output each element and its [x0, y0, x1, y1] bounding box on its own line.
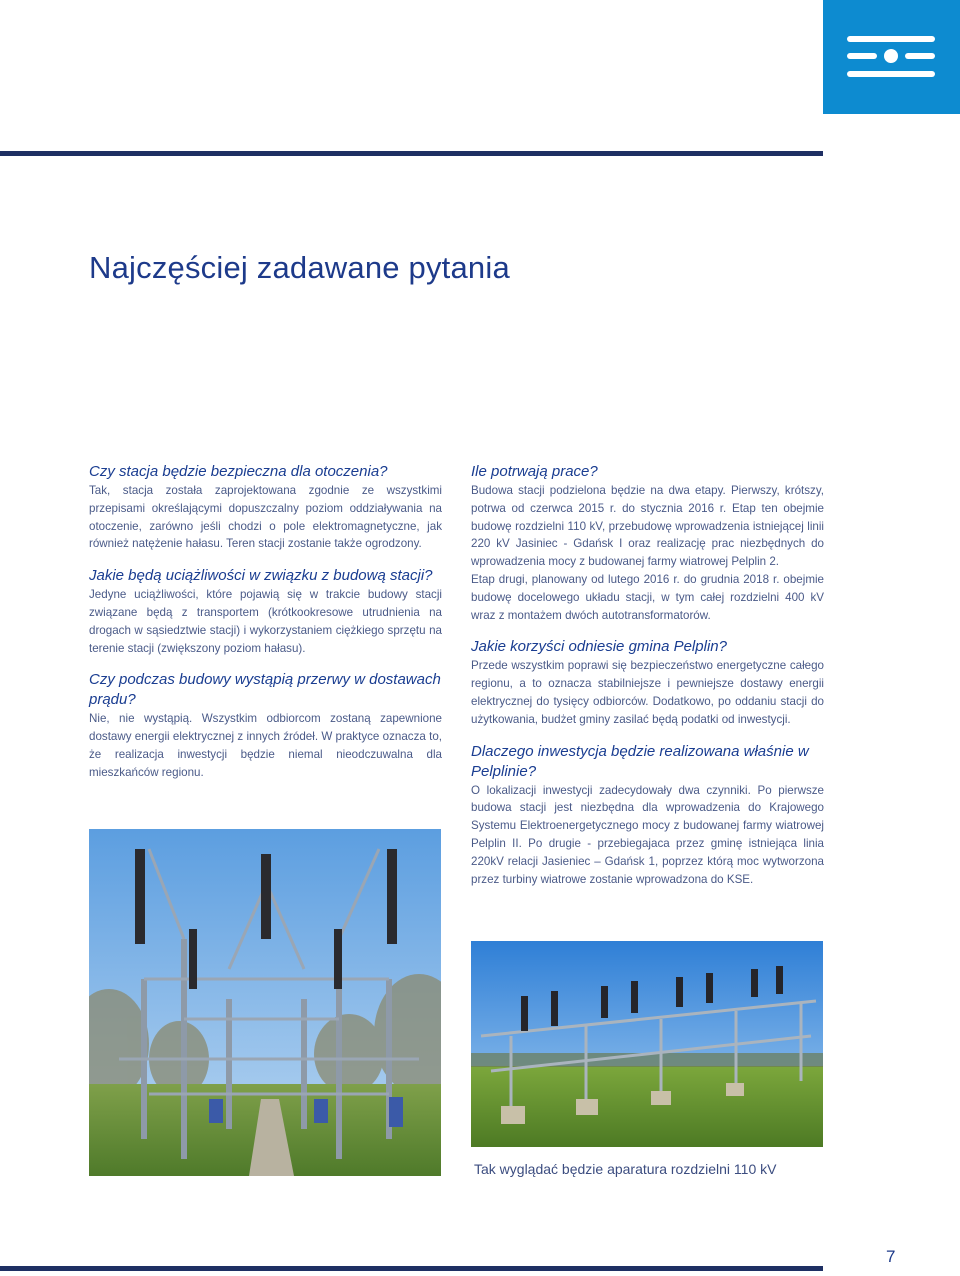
faq-item — [89, 462, 442, 553]
faq-item — [471, 462, 824, 624]
faq-answer: Tak, stacja została zaprojektowana zgodnie ze wszystkimi przepisami określającymi dopuszczalny poziom oddziaływania na otoczenie, zarówno jeśli chodzi o pole elektromagnetyczne, jak również natężenie hałasu. Teren stacji zostanie także ogrodzony. — [89, 484, 442, 551]
photo-caption: Tak wyglądać będzie aparatura rozdzielni 110 kV — [474, 1161, 777, 1177]
faq-item — [471, 742, 824, 889]
faq-left-column — [89, 462, 442, 782]
page-title: Najczęściej zadawane pytania — [89, 250, 510, 285]
bottom-divider — [0, 1266, 823, 1271]
faq-question: Czy podczas budowy wystąpią przerwy w dostawach prądu? — [89, 671, 441, 709]
top-divider — [0, 151, 823, 156]
faq-answer: Przede wszystkim poprawi się bezpieczeństwo energetyczne całego regionu, a to oznacza stabilniejsze i pewniejsze dostawy energii elektrycznej do tysięcy odbiorców. Dodatkowo, po oddaniu stacji do użytkowania, budżet gminy zasilać będą podatki od inwestycji. — [471, 659, 824, 726]
faq-item — [89, 670, 442, 781]
faq-question: Jakie będą uciążliwości w związku z budową stacji? — [89, 567, 433, 585]
switchgear-photo-right — [471, 941, 823, 1147]
faq-question: Czy stacja będzie bezpieczna dla otoczenia? — [89, 463, 388, 480]
faq-answer: O lokalizacji inwestycji zadecydowały dwa czynniki. Po pierwsze budowa stacji jest niezbędna dla wprowadzenia do Krajowego Systemu Elektroenergetycznego mocy z budowanej farmy wiatrowej Pelplin II. Po drugie - przebiegajaca przez gminę istniejąca linia 220kV relacji Jasieniec – Gdańsk 1, poprzez którą moc wytworzona przez turbiny wiatrowe zostanie wprowadzona do KSE. — [471, 783, 824, 886]
faq-answer-continued: Etap drugi, planowany od lutego 2016 r. do grudnia 2018 r. obejmie budowę docelowego układu stacji, w tym całej rozdzielni 400 kV wraz z montażem dwóch autotransformatorów. — [471, 572, 824, 622]
faq-question: Ile potrwają prace? — [471, 463, 598, 480]
faq-right-column — [471, 462, 824, 888]
faq-question: Dlaczego inwestycja będzie realizowana właśnie w Pelplinie? — [471, 742, 809, 780]
page-number: 7 — [886, 1247, 896, 1266]
substation-photo-left — [89, 829, 441, 1176]
faq-item — [471, 637, 824, 728]
faq-item — [89, 566, 442, 657]
faq-answer: Nie, nie wystąpią. Wszystkim odbiorcom zostaną zapewnione dostawy energii elektrycznej z innych źródeł. W praktyce oznacza to, że realizacja inwestycji będzie niemal nieodczuwalna dla mieszkańców regionu. — [89, 712, 442, 779]
faq-question: Jakie korzyści odniesie gmina Pelplin? — [471, 638, 727, 656]
faq-answer: Budowa stacji podzielona będzie na dwa etapy. Pierwszy, krótszy, potrwa od czerwca 2015 r. do stycznia 2016 r. Etap ten obejmie budowę rozdzielni 110 kV, przebudowę wprowadzenia istniejącej linii 220 kV Jasiniec - Gdańsk I oraz realizację prac niezbędnych do wprowadzenia mocy z budowanej farmy wiatrowej Pelplin 2. — [471, 484, 824, 569]
menu-button[interactable] — [823, 0, 960, 114]
faq-answer: Jedyne uciążliwości, które pojawią się w trakcie budowy stacji związane będą z transportem (krótkookresowe utrudnienia na drogach w sąsiedztwie stacji) i wykorzystaniem ciężkiego sprzętu na terenie stacji (zwiększony poziom hałasu). — [89, 588, 442, 655]
